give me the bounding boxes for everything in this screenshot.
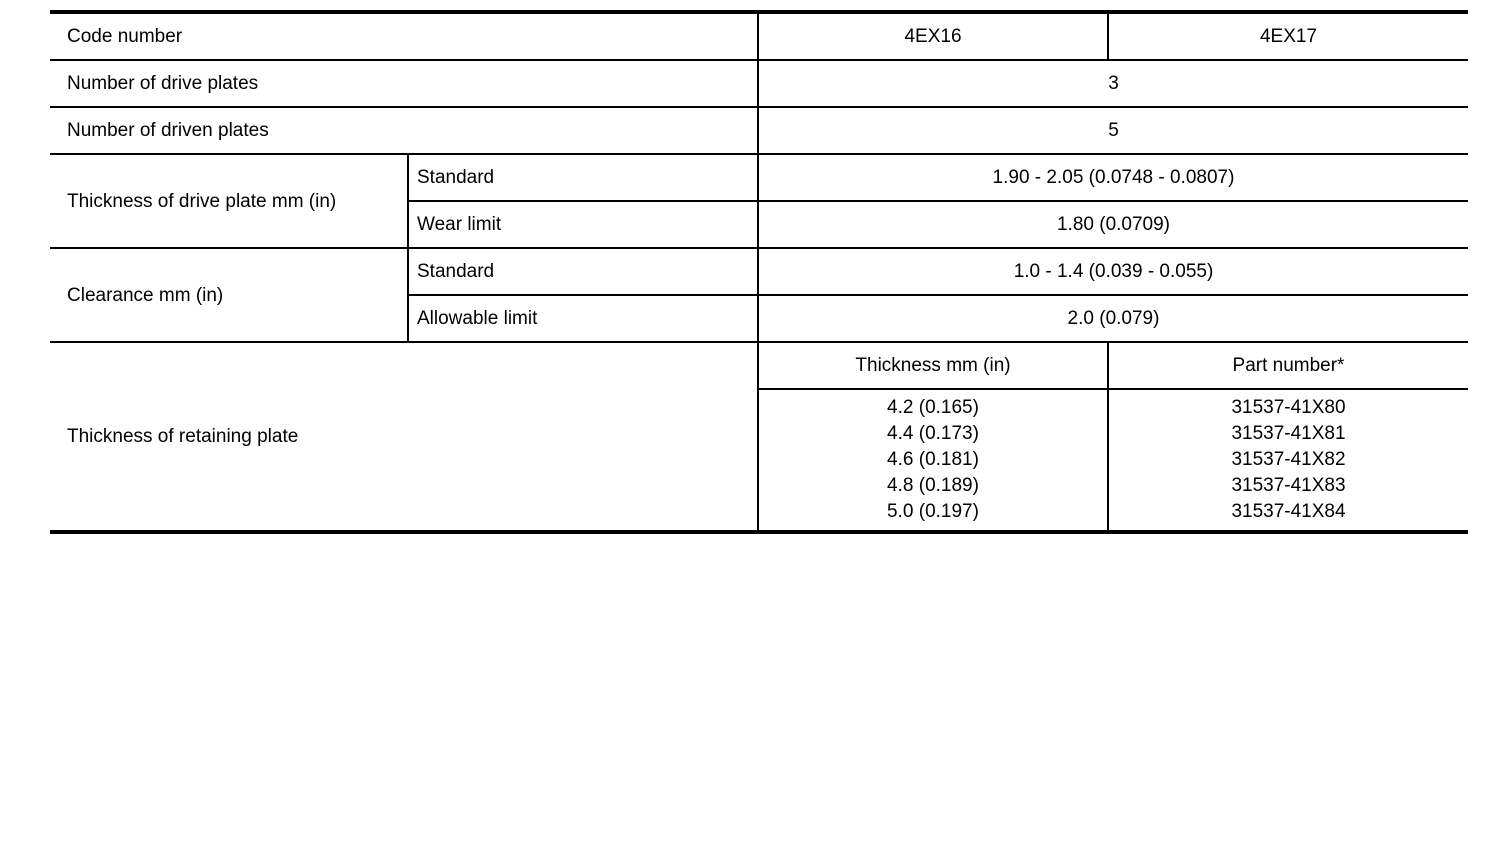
clearance-label: Clearance mm (in) [50, 248, 408, 342]
clearance-allowable-value: 2.0 (0.079) [758, 295, 1468, 342]
thickness-value: 4.8 (0.189) [887, 475, 979, 496]
code-4ex17: 4EX17 [1108, 12, 1468, 60]
driven-plates-label: Number of driven plates [50, 107, 758, 154]
thickness-value: 4.2 (0.165) [887, 397, 979, 418]
drive-plates-label: Number of drive plates [50, 60, 758, 107]
part-number-values [1108, 389, 1468, 532]
part-number-value: 31537-41X80 [1231, 397, 1346, 418]
code-4ex16: 4EX16 [758, 12, 1108, 60]
drive-plate-standard-value: 1.90 - 2.05 (0.0748 - 0.0807) [758, 154, 1468, 201]
part-number-value: 31537-41X81 [1231, 423, 1346, 444]
thickness-value: 4.4 (0.173) [887, 423, 979, 444]
drive-plates-row [50, 60, 1468, 107]
clearance-standard-row [50, 248, 1468, 295]
clutch-spec-table [50, 10, 1468, 534]
drive-plate-standard-row [50, 154, 1468, 201]
retaining-plate-header-row [50, 342, 1468, 389]
driven-plates-row [50, 107, 1468, 154]
code-number-label: Code number [50, 12, 758, 60]
clearance-allowable-label: Allowable limit [408, 295, 758, 342]
drive-plate-standard-label: Standard [408, 154, 758, 201]
drive-plate-thickness-label: Thickness of drive plate mm (in) [50, 154, 408, 248]
retaining-plate-label: Thickness of retaining plate [50, 342, 758, 532]
drive-plate-wear-label: Wear limit [408, 201, 758, 248]
driven-plates-value: 5 [758, 107, 1468, 154]
code-number-row [50, 12, 1468, 60]
clearance-standard-value: 1.0 - 1.4 (0.039 - 0.055) [758, 248, 1468, 295]
clearance-standard-label: Standard [408, 248, 758, 295]
part-number-value: 31537-41X83 [1231, 475, 1346, 496]
part-number-value: 31537-41X82 [1231, 449, 1346, 470]
part-number-value: 31537-41X84 [1231, 501, 1346, 522]
thickness-values [758, 389, 1108, 532]
thickness-value: 5.0 (0.197) [887, 501, 979, 522]
thickness-header: Thickness mm (in) [758, 342, 1108, 389]
part-number-header: Part number* [1108, 342, 1468, 389]
drive-plate-wear-value: 1.80 (0.0709) [758, 201, 1468, 248]
thickness-value: 4.6 (0.181) [887, 449, 979, 470]
drive-plates-value: 3 [758, 60, 1468, 107]
